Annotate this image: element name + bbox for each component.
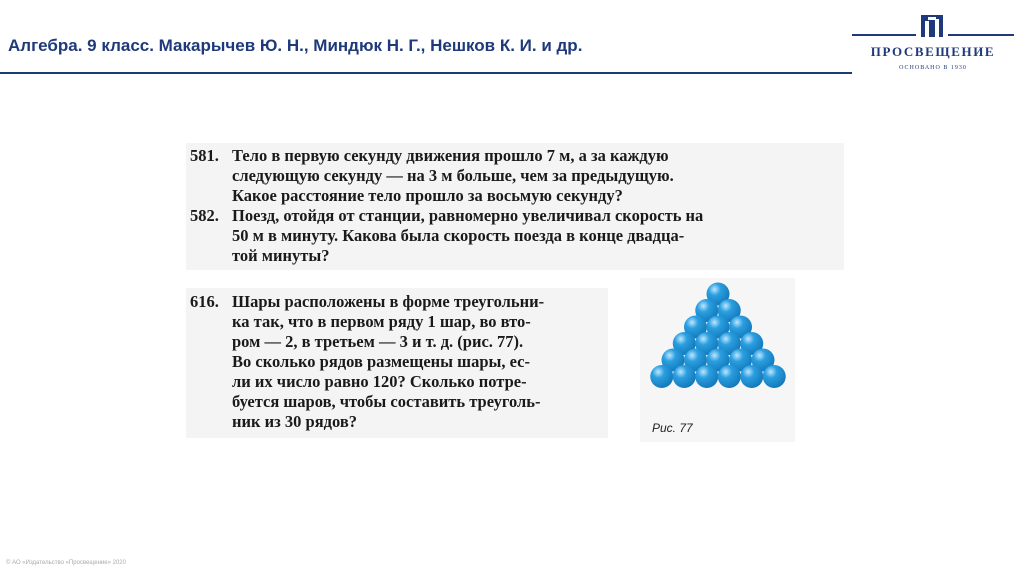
logo-wordmark: ПРОСВЕЩЕНИЕ xyxy=(870,44,996,59)
problem-text xyxy=(232,206,703,266)
problem-616 xyxy=(190,292,600,432)
ball xyxy=(718,365,741,388)
text-line: ром — 2, в третьем — 3 и т. д. (рис. 77). xyxy=(232,332,524,351)
problem-number: 581. xyxy=(190,146,219,165)
problem-581 xyxy=(190,146,836,206)
text-line: той минуты? xyxy=(232,246,330,265)
problems-581-582-box xyxy=(186,143,844,270)
problem-616-box xyxy=(186,288,608,438)
text-line: ник из 30 рядов? xyxy=(232,412,357,431)
text-line: следующую секунду — на 3 м больше, чем за предыдущую. xyxy=(232,166,674,185)
ball xyxy=(695,365,718,388)
ball xyxy=(650,365,673,388)
text-line: 50 м в минуту. Какова была скорость поезда в конце двадца- xyxy=(232,226,685,245)
text-line: Во сколько рядов размещены шары, ес- xyxy=(232,352,530,371)
text-line: буется шаров, чтобы составить треуголь- xyxy=(232,392,541,411)
header-divider xyxy=(0,72,852,74)
problem-text xyxy=(232,292,544,432)
logo-line-right xyxy=(948,34,1014,36)
problem-number: 582. xyxy=(190,206,219,225)
text-line: Шары расположены в форме треугольни- xyxy=(232,292,545,311)
problem-number: 616. xyxy=(190,292,219,311)
problem-text xyxy=(232,146,674,206)
logo-subtitle: ОСНОВАНО В 1930 xyxy=(899,65,967,71)
ball xyxy=(740,365,763,388)
text-line: Какое расстояние тело прошло за восьмую секунду? xyxy=(232,186,623,205)
figure-caption: Рис. 77 xyxy=(652,421,693,435)
ball-triangle-figure xyxy=(640,278,795,418)
ball xyxy=(673,365,696,388)
text-line: Поезд, отойдя от станции, равномерно увеличивал скорость на xyxy=(232,206,704,225)
logo-line-left xyxy=(852,34,916,36)
text-line: Тело в первую секунду движения прошло 7 м, а за каждую xyxy=(232,146,669,165)
prosveshchenie-logo xyxy=(850,12,1016,78)
ball xyxy=(763,365,786,388)
text-line: ли их число равно 120? Сколько потре- xyxy=(232,372,527,391)
problem-582 xyxy=(190,206,836,266)
text-line: ка так, что в первом ряду 1 шар, во вто- xyxy=(232,312,531,331)
logo-emblem-icon xyxy=(850,12,1016,42)
copyright-notice: © АО «Издательство «Просвещение» 2020 xyxy=(6,560,126,566)
page-title: Алгебра. 9 класс. Макарычев Ю. Н., Миндюк Н. Г., Нешков К. И. и др. xyxy=(8,36,583,55)
figure-77 xyxy=(640,278,795,442)
